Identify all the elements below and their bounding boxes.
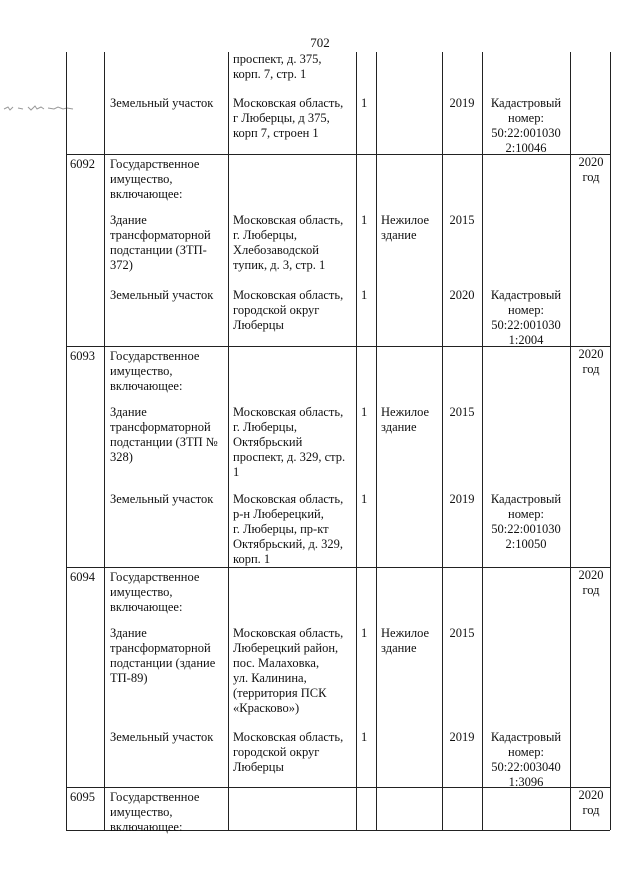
item-name: Государственное имущество, включающее: [110, 349, 200, 393]
item-cadastral: Кадастровый номер: 50:22:001030 2:10046 [490, 96, 562, 155]
column-divider [482, 52, 483, 830]
row-number: 6095 [70, 790, 95, 804]
item-year: 2019 [449, 96, 475, 110]
page-number: 702 [310, 35, 330, 50]
column-divider [610, 52, 611, 830]
item-cadastral: Кадастровый номер: 50:22:003040 1:3096 [490, 730, 562, 789]
row-number: 6094 [70, 570, 95, 584]
item-quantity: 1 [361, 405, 368, 419]
item-address: Московская область, р-н Люберецкий, г. Люберцы, пр-кт Октябрьский, д. 329, корп. 1 [233, 492, 344, 566]
item-address: Московская область, г. Люберцы, Хлебозаводской тупик, д. 3, стр. 1 [233, 213, 344, 272]
column-divider [570, 52, 571, 830]
item-year: 2019 [449, 730, 475, 744]
item-name: Здание трансформаторной подстанции (ЗТП № 328) [110, 405, 218, 464]
item-name: Земельный участок [110, 96, 214, 110]
item-name: Земельный участок [110, 288, 214, 302]
item-cadastral: Кадастровый номер: 50:22:001030 1:2004 [490, 288, 562, 347]
item-address: Московская область, г Люберцы, д 375, корп 7, строен 1 [233, 96, 344, 140]
item-name: Здание трансформаторной подстанции (ЗТП- 372) [110, 213, 211, 272]
item-type: Нежилое здание [381, 405, 430, 434]
column-divider [66, 52, 67, 830]
item-name: Здание трансформаторной подстанции (здание ТП-89) [110, 626, 216, 685]
item-quantity: 1 [361, 626, 368, 640]
item-year: 2015 [449, 405, 475, 419]
item-quantity: 1 [361, 96, 368, 110]
item-address: Московская область, городской округ Люберцы [233, 730, 344, 774]
item-address: Московская область, г. Люберцы, Октябрьский проспект, д. 329, стр. 1 [233, 405, 346, 479]
row-number: 6092 [70, 157, 95, 171]
item-year: 2019 [449, 492, 475, 506]
item-name: Государственное имущество, включающее: [110, 570, 200, 614]
item-type: Нежилое здание [381, 626, 430, 655]
row-year: 2020 год [578, 568, 604, 597]
row-year: 2020 год [578, 347, 604, 376]
item-name: Государственное имущество, включающее: [110, 157, 200, 201]
item-quantity: 1 [361, 288, 368, 302]
row-number: 6093 [70, 349, 95, 363]
item-quantity: 1 [361, 213, 368, 227]
item-quantity: 1 [361, 492, 368, 506]
item-address: проспект, д. 375, корп. 7, стр. 1 [233, 52, 322, 81]
item-address: Московская область, Люберецкий район, пос. Малаховка, ул. Калинина, (территория ПСК «Красково») [233, 626, 344, 715]
item-type: Нежилое здание [381, 213, 430, 242]
item-year: 2020 [449, 288, 475, 302]
item-year: 2015 [449, 626, 475, 640]
column-divider [376, 52, 377, 830]
item-quantity: 1 [361, 730, 368, 744]
row-year: 2020 год [578, 788, 604, 817]
item-name: Земельный участок [110, 730, 214, 744]
item-address: Московская область, городской округ Люберцы [233, 288, 344, 332]
column-divider [442, 52, 443, 830]
row-divider [66, 567, 610, 568]
item-name: Государственное имущество, включающее: [110, 790, 200, 834]
item-year: 2015 [449, 213, 475, 227]
row-year: 2020 год [578, 155, 604, 184]
item-cadastral: Кадастровый номер: 50:22:001030 2:10050 [490, 492, 562, 551]
item-name: Земельный участок [110, 492, 214, 506]
